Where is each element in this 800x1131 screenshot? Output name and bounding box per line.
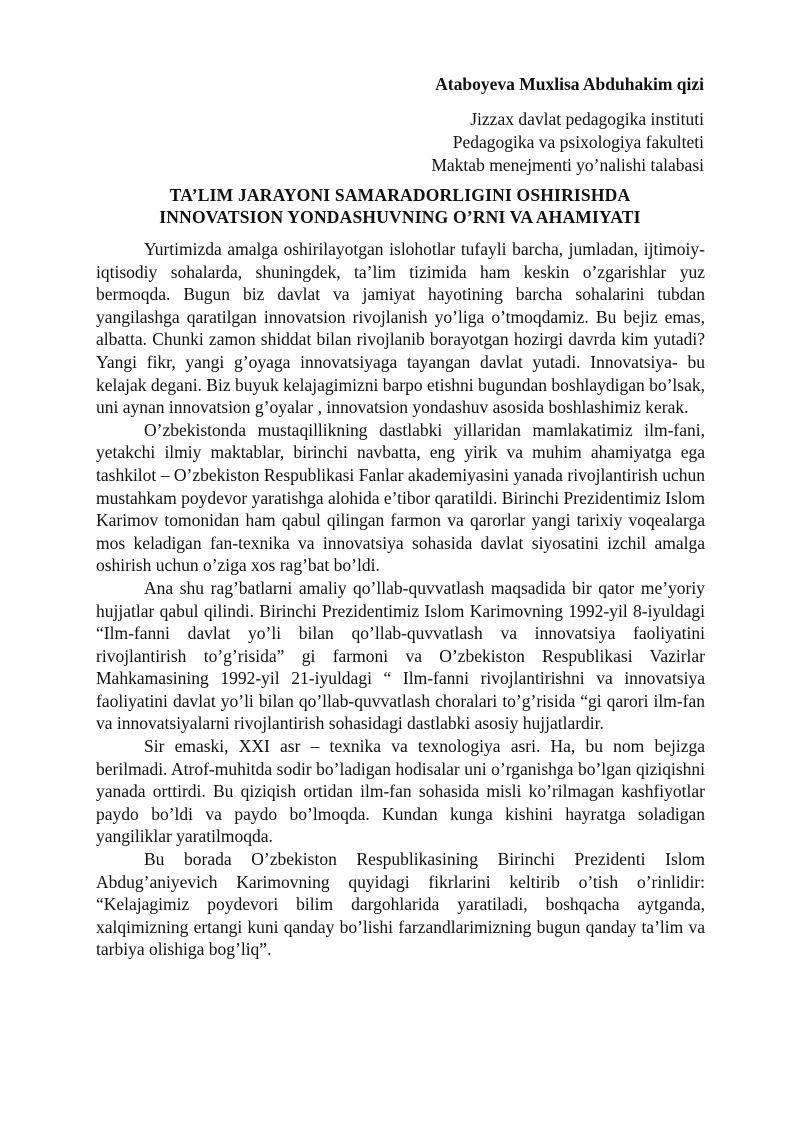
paragraph-1: Yurtimizda amalga oshirilayotgan islohotlar tufayli barcha, jumladan, ijtimoiy-iqtisodiy sohalarda, shuningdek, ta’lim tizimida ham keskin o’zgarishlar yuz bermoqda. Bugun biz davlat va jamiyat hayotining barcha sohalarini tubdan yangilashga qaratilgan innovatsion rivojlanish yo’liga o’tmoqdamiz. Bu bejiz emas, albatta. Chunki zamon shiddat bilan rivojlanib borayotgan hozirgi davrda kim yutadi? Yangi fikr, yangi g’oyaga innovatsiyaga tayangan davlat yutadi. Innovatsiya- bu kelajak degani. Biz buyuk kelajagimizni barpo etishni bugundan boshlaydigan bo’lsak, uni aynan innovatsion g’oyalar , innovatsion yondashuv asosida boshlashimiz kerak.: [96, 239, 705, 418]
paragraph-3: Ana shu rag’batlarni amaliy qo’llab-quvvatlash maqsadida bir qator me’yoriy hujjatlar qabul qilindi. Birinchi Prezidentimiz Islom Karimovning 1992-yil 8-iyuldagi “Ilm-fanni davlat yo’li bilan qo’llab-quvvatlash va innovatsiya faoliyatini rivojlantirish to’g’risida” gi farmoni va O’zbekiston Respublikasi Vazirlar Mahkamasining 1992-yil 21-iyuldagi “ Ilm-fanni rivojlantirishni va innovatsiya faoliyatini davlat yo’li bilan qo’llab-quvvatlash choralari to’g’risida “gi qarori ilm-fan va innovatsiyalarni rivojlantirish sohasidagi dastlabki asosiy hujjatlardir.: [96, 577, 705, 734]
paragraph-4: Sir emaski, XXI asr – texnika va texnologiya asri. Ha, bu nom bejizga berilmadi. Atrof-muhitda sodir bo’ladigan hodisalar uni o’rganishga bo’lgan qiziqishni yanada orttirdi. Bu qiziqish ortidan ilm-fan sohasida misli ko’rilmagan kashfiyotlar paydo bo’ldi va paydo bo’lmoqda. Kundan kunga kishini hayratga soladigan yangiliklar yaratilmoqda.: [96, 736, 705, 847]
affiliation-program: Maktab menejmenti yo’nalishi talabasi: [431, 155, 704, 175]
author-affiliation: [431, 108, 704, 177]
affiliation-institute: Jizzax davlat pedagogika instituti: [470, 109, 704, 129]
author-name: Ataboyeva Muxlisa Abduhakim qizi: [435, 74, 704, 94]
affiliation-faculty: Pedagogika va psixologiya fakulteti: [452, 132, 704, 152]
title-line-2: INNOVATSION YONDASHUVNING O’RNI VA AHAMIYATI: [159, 207, 641, 227]
article-title: [96, 184, 704, 228]
paragraph-5: Bu borada O’zbekiston Respublikasining Birinchi Prezidenti Islom Abdug’aniyevich Karimovning quyidagi fikrlarini keltirib o’tish o’rinlidir: “Kelajagimiz poydevori bilim dargohlarida yaratiladi, boshqacha aytganda, xalqimizning ertangi kuni qanday bo’lishi farzandlarimizning bugun qanday ta’lim va tarbiya olishiga bog’liq”.: [96, 849, 705, 960]
article-body: [96, 238, 705, 961]
title-line-1: TA’LIM JARAYONI SAMARADORLIGINI OSHIRISHDA: [169, 185, 631, 205]
paragraph-2: O’zbekistonda mustaqillikning dastlabki yillaridan mamlakatimiz ilm-fani, yetakchi ilmiy maktablar, birinchi navbatta, eng yirik va muhim ahamiyatga ega tashkilot – O’zbekiston Respublikasi Fanlar akademiyasini yanada rivojlantirish uchun mustahkam poydevor yaratishga alohida e’tibor qaratildi. Birinchi Prezidentimiz Islom Karimov tomonidan ham qabul qilingan farmon va qarorlar yangi tarixiy voqealarga mos keladigan fan-texnika va innovatsiya sohasida davlat siyosatini izchil amalga oshirish uchun o’ziga xos rag’bat bo’ldi.: [96, 419, 705, 576]
